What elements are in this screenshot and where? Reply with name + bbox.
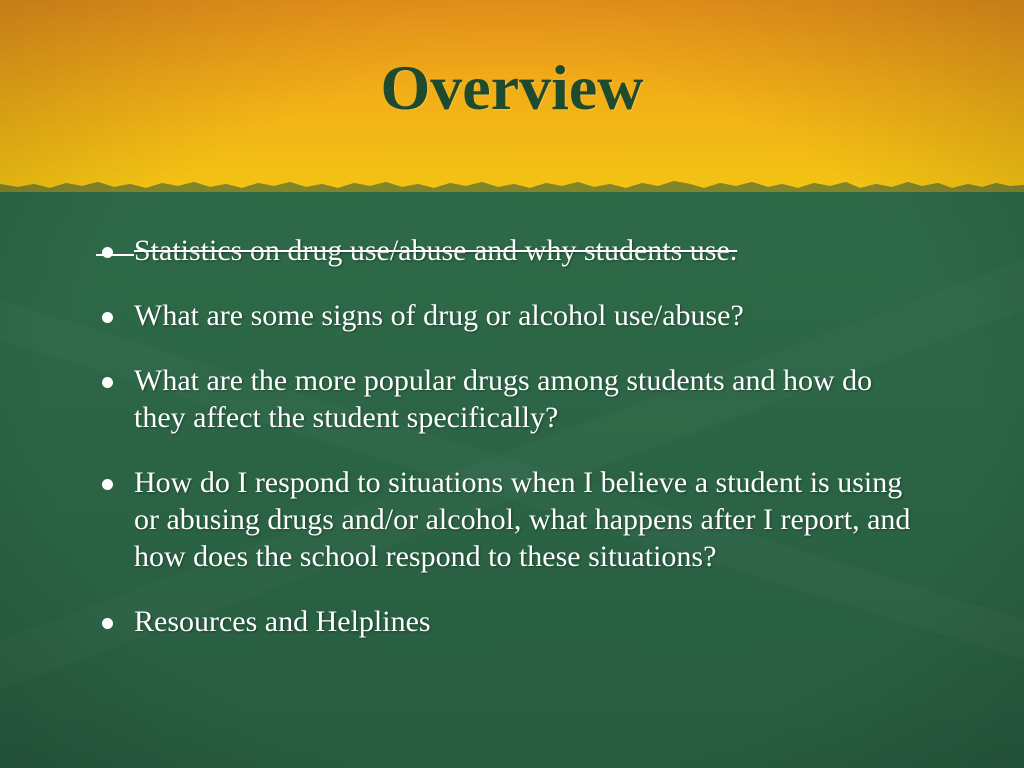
bullet-text: Resources and Helplines (134, 605, 431, 638)
bullet-dot-icon (102, 618, 113, 629)
bullet-item-respond (96, 464, 926, 575)
bullet-dot-icon (102, 312, 113, 323)
bullet-text: What are the more popular drugs among students and how do they affect the student specifically? (134, 364, 873, 434)
bullet-dot-icon (102, 247, 113, 258)
bullet-item-resources (96, 603, 926, 640)
bullet-item-popular-drugs (96, 362, 926, 436)
bullet-text: How do I respond to situations when I believe a student is using or abusing drugs and/or alcohol, what happens after I report, and how does the school respond to these situations? (134, 466, 911, 573)
slide-title: Overview (380, 52, 644, 123)
bullet-text: Statistics on drug use/abuse and why students use. (134, 234, 738, 267)
bullet-list (96, 232, 926, 668)
bullet-text: What are some signs of drug or alcohol use/abuse? (134, 299, 744, 332)
bullet-item-signs (96, 297, 926, 334)
bullet-item-statistics (96, 232, 926, 269)
bullet-dot-icon (102, 479, 113, 490)
bullet-dot-icon (102, 377, 113, 388)
